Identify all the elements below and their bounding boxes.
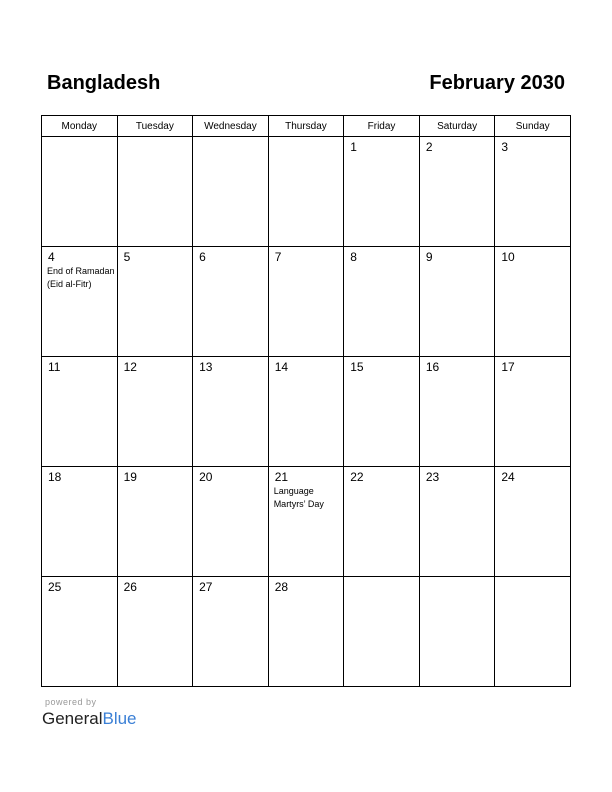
day-number: 26 xyxy=(123,580,137,594)
day-cell xyxy=(42,577,118,687)
day-cell xyxy=(344,467,420,577)
day-cell xyxy=(117,137,193,247)
holiday-label: End of Ramadan (Eid al-Fitr) xyxy=(47,266,115,289)
day-cell xyxy=(193,467,269,577)
holiday-label: Language Martyrs’ Day xyxy=(273,486,324,509)
day-number xyxy=(118,137,193,140)
day-number xyxy=(495,577,570,580)
weekday-header: Thursday xyxy=(268,116,344,137)
weekday-header: Friday xyxy=(344,116,420,137)
weekday-header: Sunday xyxy=(495,116,571,137)
day-cell xyxy=(117,467,193,577)
day-cell xyxy=(193,357,269,467)
day-number: 16 xyxy=(425,360,440,374)
week-row xyxy=(42,247,571,357)
day-number: 10 xyxy=(501,250,515,264)
day-cell xyxy=(193,577,269,687)
day-number: 6 xyxy=(199,250,206,264)
weekday-header: Saturday xyxy=(419,116,495,137)
day-number: 3 xyxy=(501,140,509,154)
week-row xyxy=(42,467,571,577)
week-row xyxy=(42,137,571,247)
day-cell xyxy=(495,357,571,467)
day-cell xyxy=(268,467,344,577)
day-number: 1 xyxy=(350,140,357,154)
day-number: 5 xyxy=(123,250,131,264)
day-cell xyxy=(495,467,571,577)
week-row xyxy=(42,577,571,687)
logo-blue: Blue xyxy=(102,709,137,728)
day-number: 15 xyxy=(350,360,364,374)
day-number: 14 xyxy=(274,360,289,374)
day-cell xyxy=(495,577,571,687)
day-number: 25 xyxy=(48,580,62,594)
day-cell xyxy=(268,137,344,247)
day-number: 17 xyxy=(501,360,515,374)
day-cell xyxy=(495,137,571,247)
weekday-header-row xyxy=(42,116,571,137)
day-number: 21 xyxy=(274,470,289,484)
day-number: 28 xyxy=(274,580,289,594)
day-cell xyxy=(42,137,118,247)
day-cell xyxy=(419,247,495,357)
day-number: 13 xyxy=(199,360,213,374)
country-title: Bangladesh xyxy=(47,72,161,94)
day-cell xyxy=(193,137,269,247)
day-number: 2 xyxy=(425,140,433,154)
calendar-grid xyxy=(41,115,571,687)
day-cell xyxy=(419,467,495,577)
day-number xyxy=(269,137,344,140)
day-number: 12 xyxy=(123,360,137,374)
day-number xyxy=(420,577,495,580)
day-number: 18 xyxy=(48,470,62,484)
day-number: 9 xyxy=(425,250,433,264)
day-cell xyxy=(419,137,495,247)
weekday-header: Monday xyxy=(42,116,118,137)
day-cell xyxy=(117,247,193,357)
day-cell xyxy=(117,357,193,467)
day-number: 19 xyxy=(123,470,137,484)
day-number: 27 xyxy=(199,580,213,594)
day-number: 20 xyxy=(199,470,213,484)
day-cell xyxy=(193,247,269,357)
weekday-header: Tuesday xyxy=(117,116,193,137)
powered-by-text: powered by xyxy=(45,697,97,707)
footer-branding xyxy=(42,697,137,729)
day-cell xyxy=(117,577,193,687)
day-cell xyxy=(268,357,344,467)
day-cell xyxy=(344,247,420,357)
weekday-header: Wednesday xyxy=(193,116,269,137)
day-number xyxy=(42,137,117,140)
day-number: 24 xyxy=(501,470,515,484)
day-number xyxy=(193,137,268,140)
month-title: February 2030 xyxy=(429,72,565,94)
day-cell xyxy=(42,247,118,357)
day-cell xyxy=(419,357,495,467)
day-number: 4 xyxy=(48,250,55,264)
day-number: 8 xyxy=(350,250,357,264)
week-row xyxy=(42,357,571,467)
day-number: 23 xyxy=(425,470,440,484)
day-number: 22 xyxy=(350,470,364,484)
day-cell xyxy=(495,247,571,357)
generalblue-logo xyxy=(42,709,137,729)
day-cell xyxy=(344,137,420,247)
day-number xyxy=(344,577,419,580)
day-number: 11 xyxy=(48,360,61,374)
day-cell xyxy=(344,577,420,687)
day-cell xyxy=(42,467,118,577)
day-cell xyxy=(268,577,344,687)
day-cell xyxy=(419,577,495,687)
day-cell xyxy=(42,357,118,467)
day-cell xyxy=(344,357,420,467)
logo-general: General xyxy=(42,709,103,728)
day-cell xyxy=(268,247,344,357)
day-number: 7 xyxy=(274,250,282,264)
